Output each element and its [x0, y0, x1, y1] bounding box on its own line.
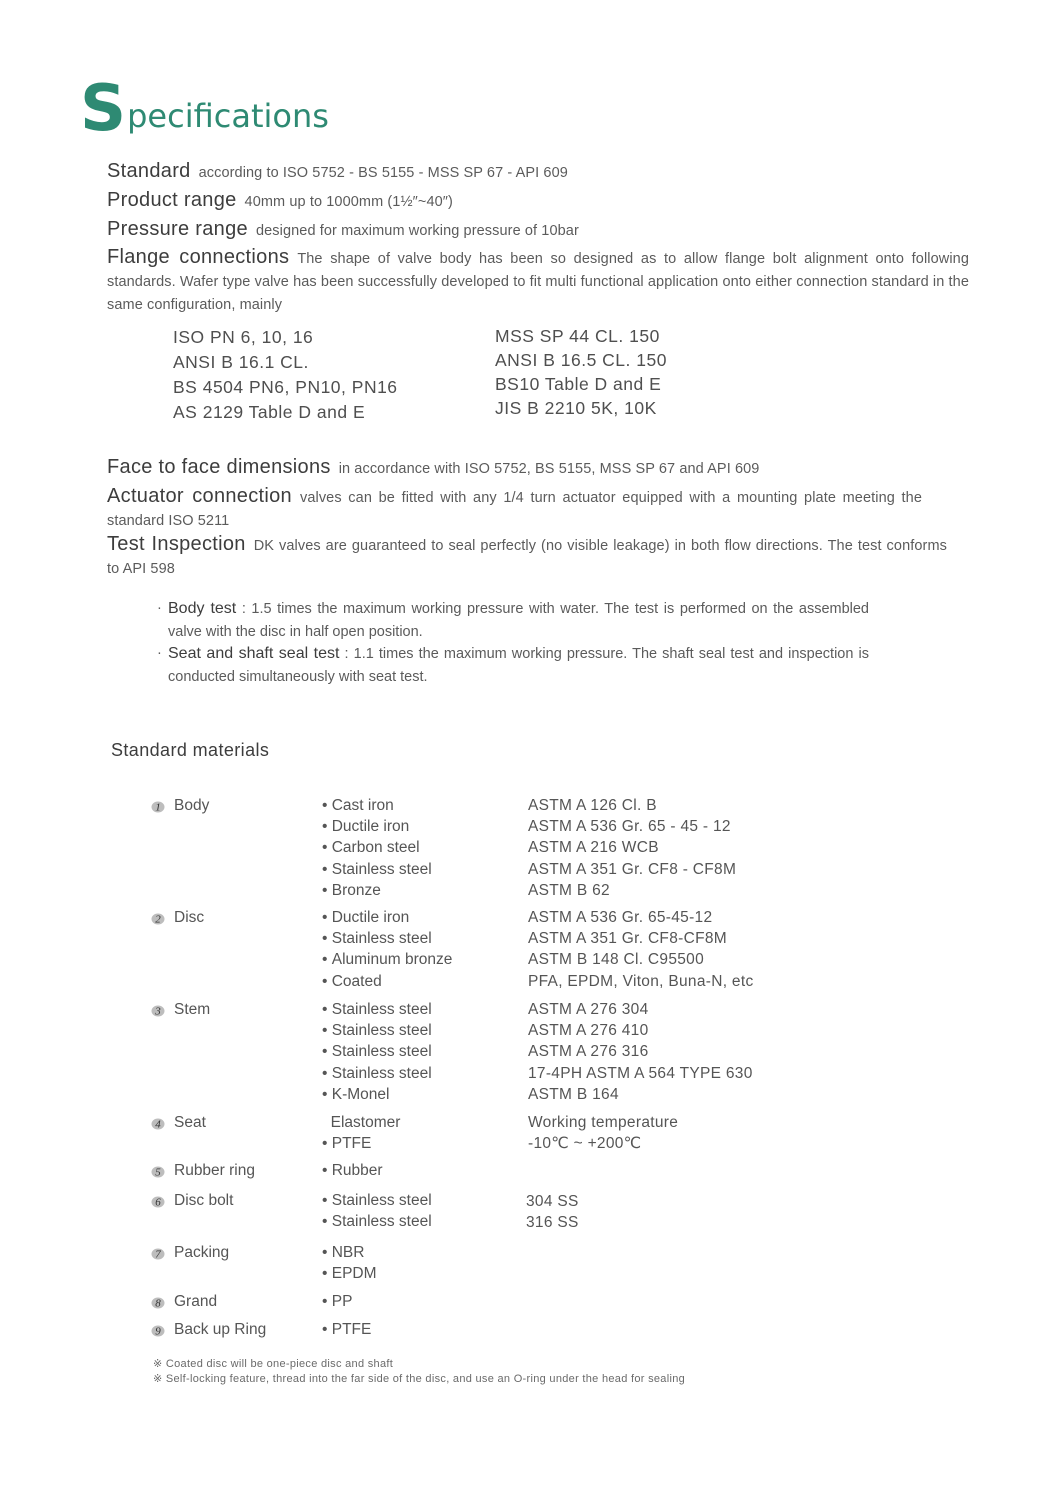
material-number-icon: [150, 1002, 166, 1018]
flange-standard: JIS B 2210 5K, 10K: [495, 398, 657, 418]
material-number: 3: [155, 1005, 161, 1018]
material-number: 8: [155, 1297, 161, 1310]
material-spec: ASTM A 276 410: [528, 1022, 649, 1040]
spec-text: in accordance with ISO 5752, BS 5155, MSS SP 67 and API 609: [338, 461, 760, 477]
material-type: • Aluminum bronze: [322, 949, 452, 970]
material-spec: ASTM A 276 304: [528, 1001, 649, 1018]
material-type: • Stainless steel: [322, 859, 432, 880]
material-number: 1: [155, 801, 161, 814]
material-type: • Ductile iron: [322, 816, 432, 837]
material-spec: ASTM B 148 Cl. C95500: [528, 951, 705, 969]
spec-text: DK valves are guaranteed to seal perfectly (no visible leakage) in both flow directions. The test conforms to API 598: [107, 538, 947, 577]
material-types: [322, 1242, 377, 1284]
material-name: Back up Ring: [174, 1321, 267, 1338]
spec-heading: Face to face dimensions: [107, 456, 331, 478]
material-specs: [528, 1112, 678, 1154]
material-spec: PFA, EPDM, Viton, Buna-N, etc: [528, 972, 754, 990]
material-type: • PTFE: [322, 1133, 400, 1154]
spec-text: valves can be fitted with any 1/4 turn actuator equipped with a mounting plate meeting the standard ISO 5211: [107, 490, 922, 529]
material-spec: 316 SS: [526, 1214, 579, 1232]
page-title: [80, 72, 329, 146]
test-sep: :: [339, 646, 354, 662]
material-specs: [528, 999, 753, 1105]
note: ※ Coated disc will be one-piece disc and shaft: [153, 1358, 394, 1370]
title-rest: pecifications: [127, 97, 329, 135]
material-number-icon: [150, 910, 166, 926]
material-types: [322, 907, 452, 992]
spec-product-range: [107, 189, 967, 214]
material-types: [322, 795, 432, 901]
spec-pressure-range: [107, 218, 967, 243]
spec-test-inspection: [107, 533, 947, 581]
flange-standard: ISO PN 6, 10, 16: [173, 327, 314, 347]
material-number: 2: [155, 913, 161, 926]
flange-standard: BS10 Table D and E: [495, 374, 662, 394]
material-spec: ASTM A 351 Gr. CF8-CF8M: [528, 930, 727, 948]
flange-standards-left: [173, 325, 398, 425]
material-number-icon: [150, 1193, 166, 1209]
material-name: Disc: [174, 909, 205, 926]
material-number-icon: [150, 1322, 166, 1338]
title-first-letter: S: [80, 72, 127, 146]
material-spec: ASTM A 351 Gr. CF8 - CF8M: [528, 860, 737, 878]
material-type: • PP: [322, 1291, 352, 1312]
material-type: • Stainless steel: [322, 999, 432, 1020]
notes: [153, 1357, 685, 1387]
material-number-icon: [150, 1245, 166, 1261]
material-types: [322, 1319, 371, 1340]
material-type: • Stainless steel: [322, 1190, 432, 1211]
spec-standard: [107, 160, 967, 185]
flange-standard: ANSI B 16.1 CL.: [173, 352, 309, 372]
spec-actuator-connection: [107, 485, 922, 533]
material-type: • NBR: [322, 1242, 377, 1263]
material-type: • Coated: [322, 971, 452, 992]
material-number-icon: [150, 1163, 166, 1179]
material-spec: 17-4PH ASTM A 564 TYPE 630: [528, 1064, 753, 1082]
spec-text: The shape of valve body has been so designed as to allow flange bolt alignment onto following standards. Wafer type valve has been successfully developed to fit multi functional application onto either connection standard in the same configuration, mainly: [107, 251, 969, 313]
spec-flange-connections: [107, 246, 969, 317]
material-type: • Carbon steel: [322, 837, 432, 858]
test-text: 1.5 times the maximum working pressure with water. The test is performed on the assembled valve with the disc in half open position.: [168, 601, 869, 640]
flange-standard: MSS SP 44 CL. 150: [495, 326, 660, 346]
material-specs: [526, 1191, 579, 1233]
material-number: 5: [155, 1166, 161, 1179]
material-type: • Stainless steel: [322, 1020, 432, 1041]
material-types: [322, 1112, 400, 1154]
material-spec: -10℃ ~ +200℃: [528, 1135, 642, 1153]
material-spec: ASTM A 126 Cl. B: [528, 797, 657, 814]
test-heading: Seat and shaft seal test: [168, 645, 340, 662]
material-name: Seat: [174, 1114, 206, 1131]
material-number-icon: [150, 1294, 166, 1310]
material-name: Grand: [174, 1293, 218, 1310]
spec-heading: Standard: [107, 160, 191, 182]
flange-standard: BS 4504 PN6, PN10, PN16: [173, 377, 398, 397]
spec-text: 40mm up to 1000mm (1½″~40″): [244, 194, 453, 210]
material-types: [322, 1291, 352, 1312]
spec-heading: Actuator connection: [107, 485, 292, 507]
spec-heading: Flange connections: [107, 246, 290, 268]
test-heading: Body test: [168, 600, 237, 617]
material-number: 7: [155, 1248, 161, 1261]
material-name: Stem: [174, 1001, 211, 1018]
material-spec: Working temperature: [528, 1114, 679, 1131]
material-number-icon: [150, 1115, 166, 1131]
spec-heading: Test Inspection: [107, 533, 246, 555]
material-type: • K-Monel: [322, 1084, 432, 1105]
flange-standard: AS 2129 Table D and E: [173, 402, 366, 422]
test-text: 1.1 times the maximum working pressure. The shaft seal test and inspection is conducted simultaneously with seat test.: [168, 646, 869, 685]
material-spec: ASTM A 276 316: [528, 1043, 649, 1061]
spec-heading: Product range: [107, 189, 237, 211]
material-types: [322, 999, 432, 1105]
material-specs: [528, 907, 754, 992]
test-body: · Body test : 1.5 times the maximum working pressure with water. The test is performed on the assembled valve with the disc in half open position.: [157, 600, 869, 640]
spec-face-to-face: [107, 456, 967, 481]
material-type: • Ductile iron: [322, 907, 452, 928]
test-sep: :: [236, 601, 252, 617]
flange-standards-right: [495, 324, 667, 420]
material-name: Body: [174, 797, 210, 814]
material-types: [322, 1160, 383, 1181]
material-number: 4: [155, 1118, 161, 1131]
spec-text: designed for maximum working pressure of 10bar: [255, 223, 579, 239]
material-type: Elastomer: [330, 1114, 401, 1131]
test-seat-shaft: · Seat and shaft seal test : 1.1 times the maximum working pressure. The shaft seal test and inspection is conducted simultaneously with seat test.: [157, 645, 869, 685]
note: ※ Self-locking feature, thread into the far side of the disc, and use an O-ring under the head for sealing: [153, 1373, 686, 1385]
flange-standard: ANSI B 16.5 CL. 150: [495, 350, 667, 370]
material-type: • PTFE: [322, 1319, 371, 1340]
material-spec: ASTM B 164: [528, 1085, 619, 1103]
material-number-icon: [150, 798, 166, 814]
material-spec: ASTM A 536 Gr. 65-45-12: [528, 909, 713, 926]
material-name: Rubber ring: [174, 1162, 255, 1179]
material-spec: ASTM A 216 WCB: [528, 839, 659, 857]
material-spec: ASTM A 536 Gr. 65 - 45 - 12: [528, 818, 731, 836]
material-type: • Rubber: [322, 1160, 383, 1181]
materials-title: Standard materials: [111, 740, 270, 760]
material-number: 6: [155, 1196, 161, 1209]
material-name: Disc bolt: [174, 1192, 234, 1209]
material-type: • Cast iron: [322, 795, 432, 816]
material-types: [322, 1190, 432, 1232]
material-number: 9: [155, 1325, 161, 1338]
material-spec: ASTM B 62: [528, 881, 610, 899]
material-type: • EPDM: [322, 1263, 377, 1284]
material-specs: [528, 795, 736, 901]
material-name: Packing: [174, 1244, 230, 1261]
spec-text: according to ISO 5752 - BS 5155 - MSS SP 67 - API 609: [198, 165, 568, 181]
material-type: • Stainless steel: [322, 928, 452, 949]
material-spec: 304 SS: [526, 1193, 579, 1210]
material-type: • Stainless steel: [322, 1063, 432, 1084]
material-type: • Stainless steel: [322, 1211, 432, 1232]
spec-heading: Pressure range: [107, 218, 248, 240]
material-type: • Stainless steel: [322, 1041, 432, 1062]
material-type: • Bronze: [322, 880, 432, 901]
